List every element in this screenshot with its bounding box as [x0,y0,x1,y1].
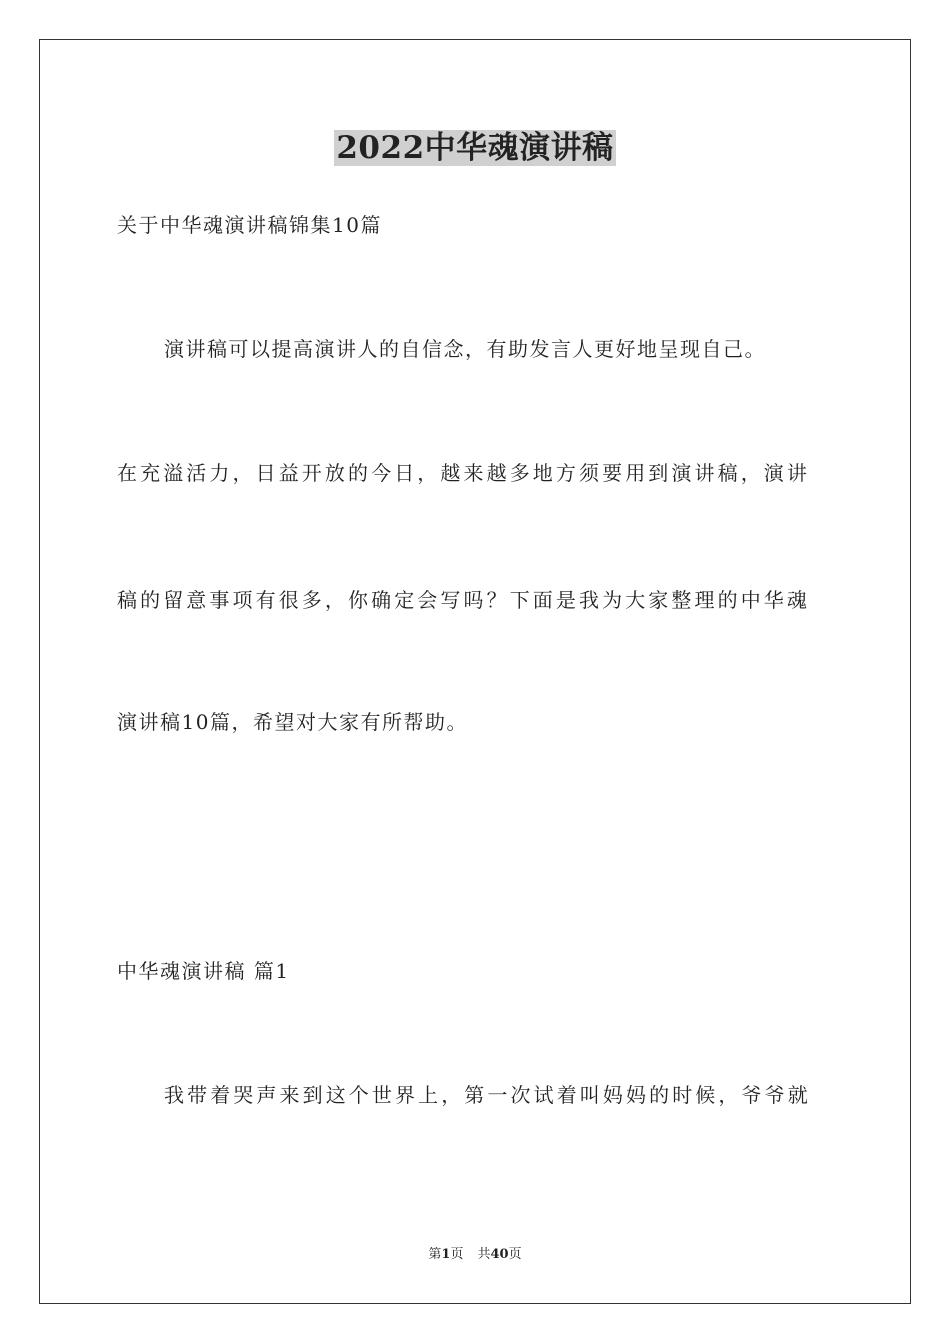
section-heading: 中华魂演讲稿 篇1 [117,959,290,983]
page-footer [0,1246,950,1264]
document-subtitle: 关于中华魂演讲稿锦集10篇 [117,213,382,237]
paragraph-line: 在充溢活力，日益开放的今日，越来越多地方须要用到演讲稿，演讲 [117,461,810,485]
document-title: 2022中华魂演讲稿 [336,130,614,166]
footer-page-suffix: 页 [450,1247,464,1262]
footer-total-suffix: 页 [508,1247,522,1262]
footer-total-pages: 40 [490,1247,509,1262]
paragraph-line: 稿的留意事项有很多，你确定会写吗？下面是我为大家整理的中华魂 [117,588,810,612]
paragraph-line: 演讲稿可以提高演讲人的自信念，有助发言人更好地呈现自己。 [164,337,766,361]
footer-page-number: 1 [441,1247,451,1262]
footer-total-prefix: 共 [477,1247,491,1262]
paragraph-line: 我带着哭声来到这个世界上，第一次试着叫妈妈的时候，爷爷就 [164,1083,811,1107]
paragraph-line: 演讲稿10篇，希望对大家有所帮助。 [117,710,468,734]
document-title-wrap [0,128,950,173]
footer-page-prefix: 第 [428,1247,442,1262]
